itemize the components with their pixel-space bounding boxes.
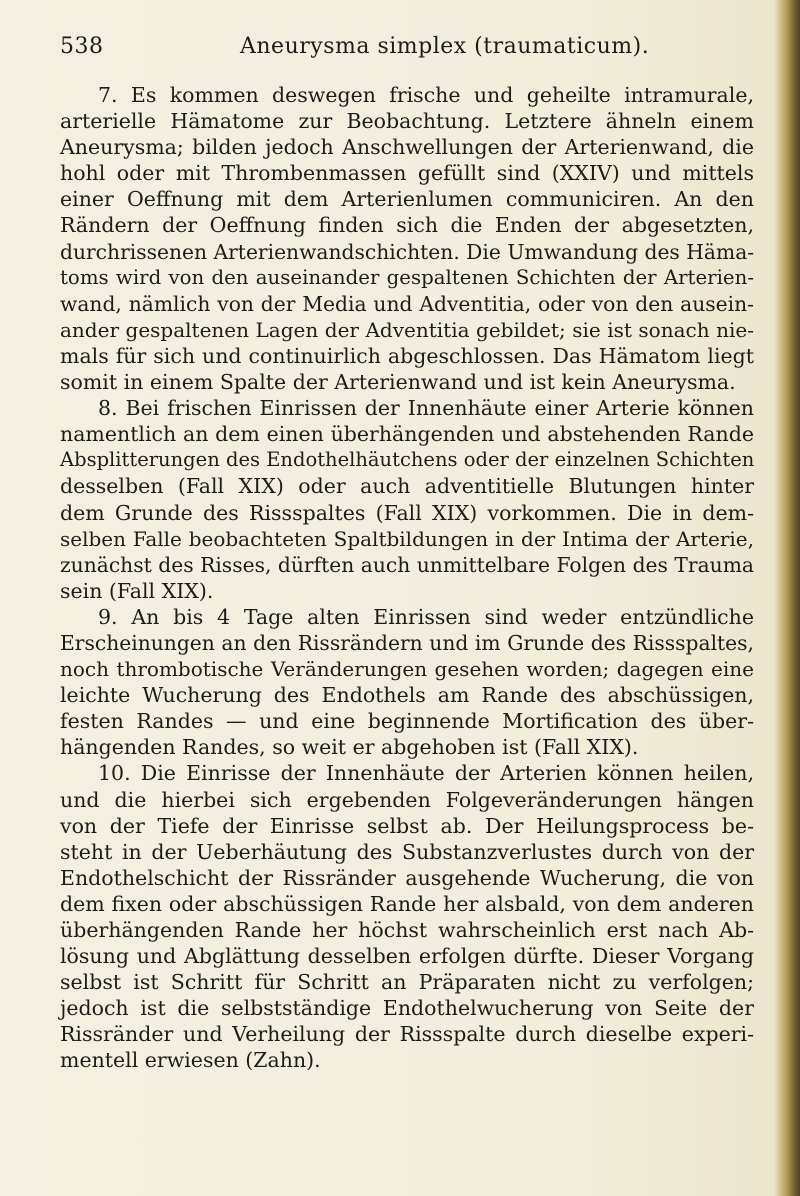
- text-line: toms wird von den auseinander gespaltenen Schichten der Arterien-: [60, 265, 754, 289]
- running-title: Aneurysma simplex (traumaticum).: [240, 34, 650, 59]
- text-line: Rändern der Oeffnung finden sich die Enden der abgesetzten,: [60, 213, 754, 238]
- text-line: Rissränder und Verheilung der Rissspalte durch dieselbe experi-: [60, 1022, 754, 1047]
- text-line: somit in einem Spalte der Arterienwand und ist kein Aneurysma.: [60, 370, 736, 395]
- text-line: 7. Es kommen deswegen frische und geheilte intramurale,: [98, 83, 754, 107]
- text-line: dem fixen oder abschüssigen Rande her alsbald, von dem anderen: [60, 891, 754, 916]
- text-line: jedoch ist die selbstständige Endothelwucherung von Seite der: [60, 996, 754, 1021]
- text-line: selbst ist Schritt für Schritt an Präparaten nicht zu verfolgen;: [60, 970, 754, 995]
- text-line: hängenden Randes, so weit er abgehoben ist (Fall XIX).: [60, 735, 639, 760]
- text-line: sein (Fall XIX).: [60, 578, 214, 603]
- text-line: steht in der Ueberhäutung des Substanzverlustes durch von der: [60, 839, 754, 864]
- body-text: [60, 82, 754, 1074]
- text-line: durchrissenen Arterienwandschichten. Die Umwandung des Häma-: [60, 239, 755, 264]
- text-line: einer Oeffnung mit dem Arterienlumen communiciren. An den: [60, 187, 754, 212]
- text-line: mals für sich und continuirlich abgeschlossen. Das Hämatom liegt: [60, 343, 754, 368]
- text-line: lösung und Abglättung desselben erfolgen dürfte. Dieser Vorgang: [60, 944, 754, 969]
- text-line: namentlich an dem einen überhängenden und abstehenden Rande: [60, 422, 754, 447]
- page-edge-shadow: [774, 0, 800, 1196]
- page-header: [60, 34, 760, 64]
- text-line: überhängenden Rande her höchst wahrscheinlich erst nach Ab-: [60, 918, 754, 942]
- text-line: mentell erwiesen (Zahn).: [60, 1048, 321, 1073]
- text-line: hohl oder mit Thrombenmassen gefüllt sind (XXIV) und mittels: [60, 161, 754, 186]
- text-line: und die hierbei sich ergebenden Folgeveränderungen hängen: [60, 787, 754, 812]
- text-line: arterielle Hämatome zur Beobachtung. Letztere ähneln einem: [60, 109, 754, 134]
- text-line: desselben (Fall XIX) oder auch adventitielle Blutungen hinter: [60, 474, 754, 499]
- text-line: Absplitterungen des Endothelhäutchens oder der einzelnen Schichten: [60, 448, 755, 472]
- text-line: leichte Wucherung des Endothels am Rande des abschüssigen,: [60, 683, 754, 708]
- text-line: 8. Bei frischen Einrissen der Innenhäute einer Arterie können: [98, 396, 754, 421]
- page-number: 538: [60, 34, 104, 59]
- text-line: 9. An bis 4 Tage alten Einrissen sind weder entzündliche: [98, 604, 754, 629]
- text-line: ander gespaltenen Lagen der Adventitia gebildet; sie ist sonach nie-: [60, 317, 754, 342]
- text-line: 10. Die Einrisse der Innenhäute der Arterien können heilen,: [98, 761, 754, 786]
- text-line: Erscheinungen an den Rissrändern und im Grunde des Rissspaltes,: [60, 630, 754, 655]
- text-line: dem Grunde des Rissspaltes (Fall XIX) vorkommen. Die in dem-: [60, 500, 754, 525]
- text-line: festen Randes — und eine beginnende Mortification des über-: [60, 709, 754, 734]
- text-line: noch thrombotische Veränderungen gesehen worden; dagegen eine: [60, 657, 754, 682]
- text-line: Aneurysma; bilden jedoch Anschwellungen der Arterienwand, die: [60, 135, 754, 160]
- text-line: zunächst des Risses, dürften auch unmittelbare Folgen des Trauma: [60, 552, 754, 577]
- text-line: wand, nämlich von der Media und Adventitia, oder von den ausein-: [60, 291, 754, 316]
- text-line: von der Tiefe der Einrisse selbst ab. Der Heilungsprocess be-: [60, 813, 754, 838]
- text-line: selben Falle beobachteten Spaltbildungen in der Intima der Arterie,: [60, 526, 754, 551]
- text-line: Endothelschicht der Rissränder ausgehende Wucherung, die von: [60, 865, 754, 890]
